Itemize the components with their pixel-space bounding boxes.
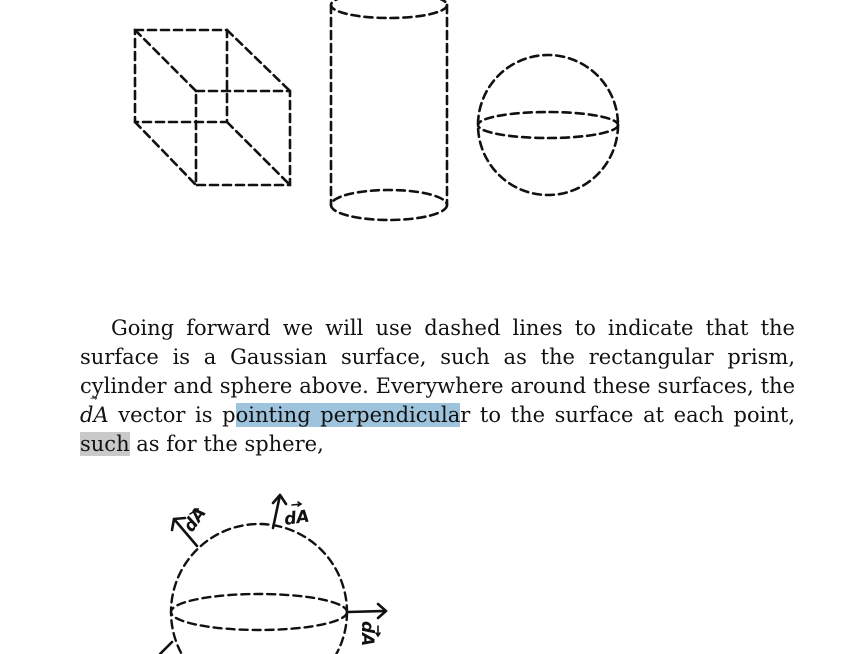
gray-highlight[interactable]: such	[80, 432, 130, 456]
paragraph-text-1: Going forward we will use dashed lines to indicate that the surface is a Gaussian surface, such as the rectangular prism, cylinder and sphere above. Everywhere around these surfaces, the	[80, 316, 795, 398]
math-dA-vector: dA	[80, 403, 109, 427]
vector-mark-top	[292, 502, 301, 506]
sphere-shape	[478, 55, 618, 195]
label-dA-top: dA	[282, 506, 311, 530]
sphere-with-normal-vectors-figure	[140, 480, 420, 654]
paragraph-text-3: r to the surface at each point,	[460, 403, 795, 427]
arrow-right	[348, 604, 386, 618]
label-dA-upper-left: dA	[179, 503, 211, 536]
dashed-sphere	[171, 524, 347, 654]
paragraph-text-2: vector is p	[108, 403, 236, 427]
blue-highlight[interactable]: ointing perpendicula	[235, 403, 461, 427]
vector-a: A	[93, 403, 109, 427]
cylinder-shape	[331, 0, 447, 220]
label-dA-right: dA	[357, 621, 377, 647]
body-paragraph	[80, 314, 795, 459]
arrow-lower-left	[160, 642, 172, 654]
rectangular-prism-shape	[135, 30, 290, 185]
gaussian-surfaces-figure	[0, 0, 858, 240]
paragraph-text-4: as for the sphere,	[129, 432, 324, 456]
